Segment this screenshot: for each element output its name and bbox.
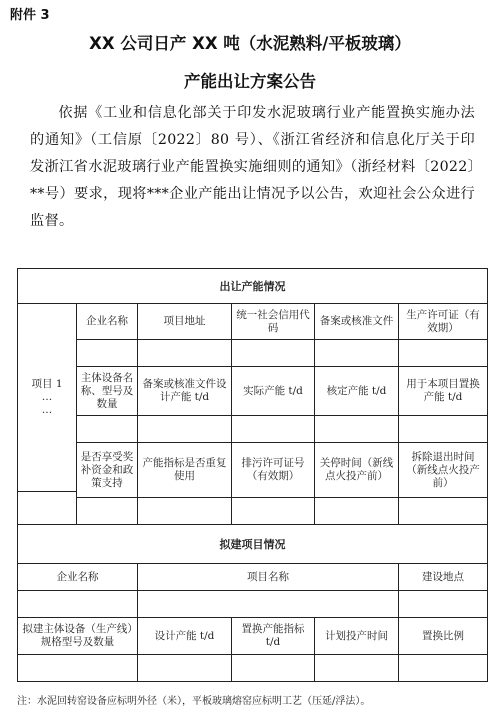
blank-cell (231, 415, 315, 443)
blank-cell (231, 497, 315, 525)
header-actual-capacity: 实际产能 t/d (231, 366, 315, 416)
project-label: 项目 1 (31, 378, 63, 390)
header-planned-production-time: 计划投产时间 (314, 617, 399, 655)
blank-cell (314, 339, 399, 367)
blank-cell (314, 497, 399, 525)
header-quota-reuse: 产能指标是否重复使用 (137, 442, 232, 498)
header-replacement-ratio: 置换比例 (398, 617, 488, 655)
blank-cell (314, 415, 399, 443)
header-demolition-time: 拆除退出时间（新线点火投产前） (398, 442, 488, 498)
blank-cell (17, 654, 138, 682)
header-new-project-name: 项目名称 (137, 563, 399, 591)
blank-cell (398, 590, 488, 618)
header-filing-document: 备案或核准文件 (314, 303, 399, 340)
header-subsidy-support: 是否享受奖补资金和政策支持 (76, 442, 138, 498)
blank-cell (76, 415, 138, 443)
header-discharge-permit: 排污许可证号（有效期） (231, 442, 315, 498)
ellipsis-2: … (41, 404, 53, 416)
header-credit-code: 统一社会信用代码 (231, 303, 315, 340)
header-approved-capacity: 核定产能 t/d (314, 366, 399, 416)
blank-cell (137, 590, 399, 618)
blank-cell (137, 339, 232, 367)
blank-cell (137, 654, 232, 682)
blank-cell (398, 497, 488, 525)
header-replacement-quota: 置换产能指标 t/d (231, 617, 315, 655)
footnote: 注：水泥回转窑设备应标明外径（米），平板玻璃熔窑应标明工艺（压延/浮法）。 (17, 696, 371, 707)
page-title: XX 公司日产 XX 吨（水泥熟料/平板玻璃） (89, 34, 411, 53)
header-shutdown-time: 关停时间（新线点火投产前） (314, 442, 399, 498)
header-company-name: 企业名称 (76, 303, 138, 340)
blank-cell (398, 415, 488, 443)
section-header-transfer: 出让产能情况 (17, 268, 488, 304)
blank-cell (231, 339, 315, 367)
intro-paragraph: 依据《工业和信息化部关于印发水泥玻璃行业产能置换实施办法的通知》（工信原〔2022〕80 号）、《浙江省经济和信息化厅关于印发浙江省水泥玻璃行业产能置换实施细则的通知》（浙经材料〔2022〕**号）要求，现将***企业产能出让情况予以公告，欢迎社会公众进行监督。 (30, 105, 475, 229)
blank-cell (17, 590, 138, 618)
blank-cell (137, 497, 232, 525)
attachment-label: 附件 3 (10, 8, 50, 23)
header-planned-equipment: 拟建主体设备（生产线）规格型号及数量 (17, 617, 138, 655)
header-design-capacity: 备案或核准文件设计产能 t/d (137, 366, 232, 416)
page-subtitle: 产能出让方案公告 (184, 72, 316, 91)
section-header-new-project: 拟建项目情况 (17, 524, 488, 564)
blank-cell (398, 339, 488, 367)
header-new-design-capacity: 设计产能 t/d (137, 617, 232, 655)
blank-cell (314, 654, 399, 682)
header-construction-site: 建设地点 (398, 563, 488, 591)
header-new-company-name: 企业名称 (17, 563, 138, 591)
project-label-cell (17, 303, 77, 492)
blank-cell (76, 497, 138, 525)
announcement-table (17, 268, 488, 682)
blank-cell (231, 654, 315, 682)
header-production-license: 生产许可证（有效期） (398, 303, 488, 340)
header-project-address: 项目地址 (137, 303, 232, 340)
header-replacement-capacity: 用于本项目置换产能 t/d (398, 366, 488, 416)
ellipsis-1: … (41, 391, 53, 403)
project-label-extension (17, 491, 77, 525)
blank-cell (398, 654, 488, 682)
blank-cell (76, 339, 138, 367)
blank-cell (137, 415, 232, 443)
header-main-equipment: 主体设备名称、型号及数量 (76, 366, 138, 416)
